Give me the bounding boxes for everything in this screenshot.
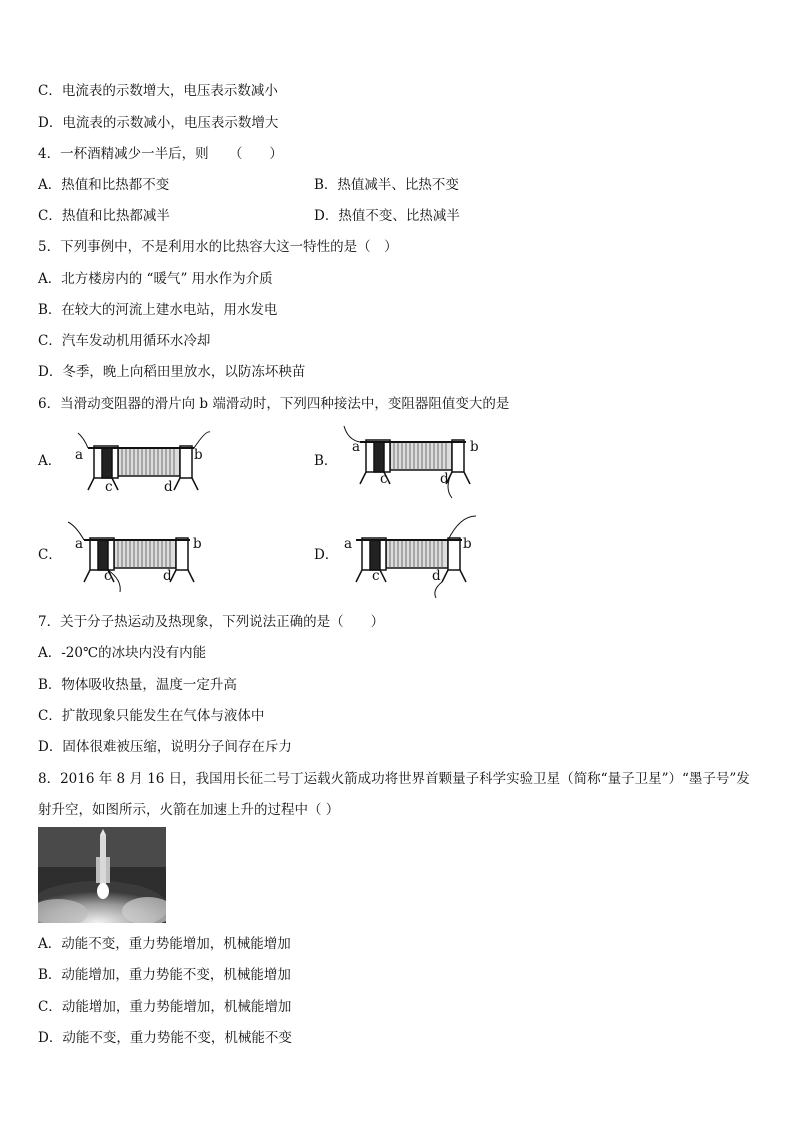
terminal-c-label: c — [380, 471, 388, 487]
rheostat-diagram-c — [64, 520, 214, 595]
rheostat-diagram-b — [340, 422, 490, 502]
rheostat-diagram-d — [336, 514, 486, 599]
q8-option-a: A．动能不变，重力势能增加，机械能增加 — [38, 936, 291, 952]
q8-stem-line1: 8．2016 年 8 月 16 日，我国用长征二号丁运载火箭成功将世界首颗量子科学实验卫星（简称“量子卫星”）“墨子号”发 — [38, 771, 750, 787]
q4-option-c: C．热值和比热都减半 — [38, 208, 170, 224]
q8-option-d: D．动能不变，重力势能不变，机械能不变 — [38, 1030, 292, 1046]
terminal-a-label: a — [75, 447, 84, 463]
terminal-a-label: a — [352, 439, 361, 455]
q7-stem: 7．关于分子热运动及热现象，下列说法正确的是（ ） — [38, 614, 385, 630]
terminal-c-label: c — [105, 479, 113, 495]
terminal-b-label: b — [194, 447, 203, 463]
terminal-c-label: c — [372, 568, 380, 584]
q8-stem-line2: 射升空，如图所示，火箭在加速上升的过程中（ ） — [38, 802, 340, 818]
terminal-b-label: b — [463, 536, 472, 552]
q5-option-b: B．在较大的河流上建水电站，用水发电 — [38, 302, 278, 318]
terminal-c-label: c — [104, 568, 112, 584]
q7-option-c: C．扩散现象只能发生在气体与液体中 — [38, 708, 265, 724]
terminal-d-label: d — [164, 479, 173, 495]
q7-option-d: D．固体很难被压缩，说明分子间存在斥力 — [38, 739, 292, 755]
q4-option-a: A．热值和比热都不变 — [38, 177, 170, 193]
q4-option-b: B．热值减半、比热不变 — [314, 177, 459, 193]
q7-option-b: B．物体吸收热量，温度一定升高 — [38, 677, 237, 693]
q6-stem: 6．当滑动变阻器的滑片向 b 端滑动时，下列四种接法中，变阻器阻值变大的是 — [38, 396, 510, 412]
q8-option-c: C．动能增加，重力势能增加，机械能增加 — [38, 999, 292, 1015]
terminal-a-label: a — [75, 536, 84, 552]
terminal-b-label: b — [470, 439, 479, 455]
q6-label-a: A． — [38, 453, 62, 469]
q5-stem: 5．下列事例中，不是利用水的比热容大这一特性的是（ ） — [38, 239, 398, 255]
terminal-d-label: d — [440, 471, 449, 487]
q6-label-c: C． — [38, 547, 62, 563]
q4-option-d: D．热值不变、比热减半 — [314, 208, 460, 224]
rocket-launch-photo — [38, 827, 166, 923]
q5-option-a: A．北方楼房内的 “暖气” 用水作为介质 — [38, 271, 273, 287]
q6-label-d: D． — [314, 547, 339, 563]
q5-option-c: C．汽车发动机用循环水冷却 — [38, 333, 211, 349]
q3-option-d: D．电流表的示数减小，电压表示数增大 — [38, 115, 279, 131]
q3-option-c: C．电流表的示数增大，电压表示数减小 — [38, 83, 278, 99]
q6-label-b: B． — [314, 453, 338, 469]
q4-stem: 4．一杯酒精减少一半后，则 （ ） — [38, 146, 283, 162]
terminal-a-label: a — [344, 536, 353, 552]
terminal-d-label: d — [163, 568, 172, 584]
terminal-b-label: b — [193, 536, 202, 552]
q5-option-d: D．冬季，晚上向稻田里放水，以防冻坏秧苗 — [38, 364, 306, 380]
q7-option-a: A．-20℃的冰块内没有内能 — [38, 645, 207, 661]
q8-option-b: B．动能增加，重力势能不变，机械能增加 — [38, 967, 291, 983]
terminal-d-label: d — [432, 568, 441, 584]
